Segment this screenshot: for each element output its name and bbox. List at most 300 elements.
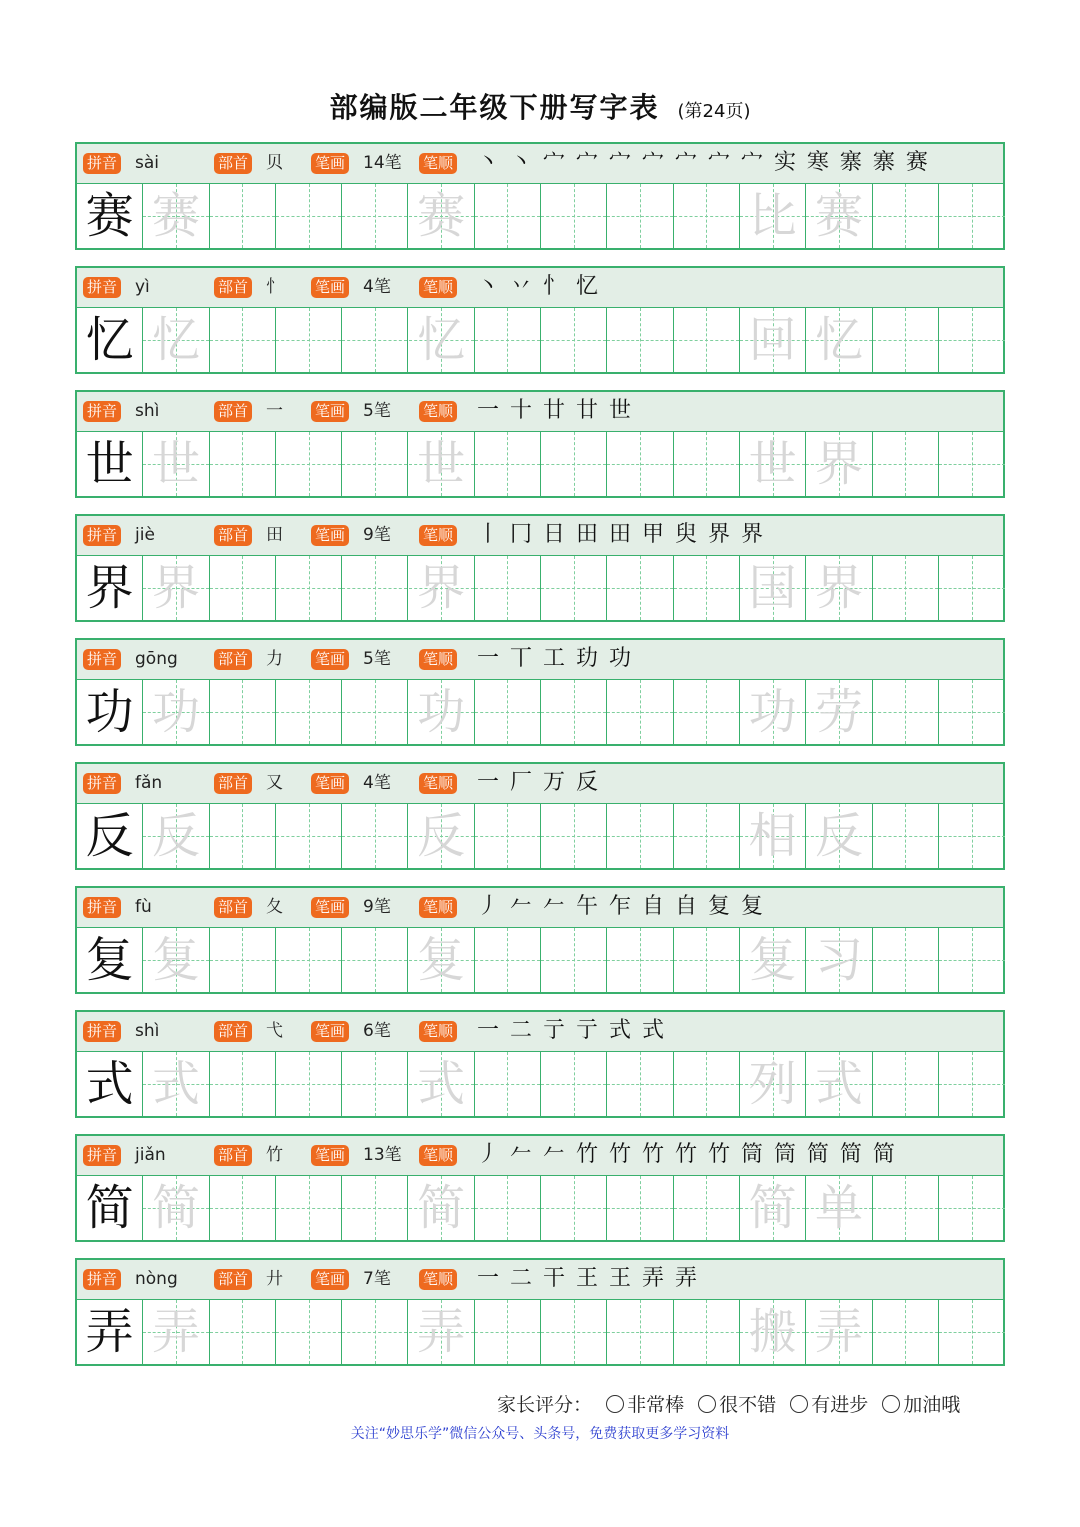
writing-grid <box>77 1176 1003 1240</box>
practice-cell[interactable] <box>607 432 673 496</box>
practice-cell[interactable] <box>806 1176 872 1240</box>
practice-cell[interactable] <box>939 308 1005 372</box>
rating-option-3-label: 加油哦 <box>903 1394 961 1416</box>
stroke-count-tag: 笔画 <box>311 525 349 546</box>
model-char: 赛 <box>85 188 134 244</box>
practice-cell[interactable] <box>475 1300 541 1364</box>
writing-grid <box>77 1052 1003 1116</box>
practice-cell[interactable] <box>740 432 806 496</box>
practice-cell[interactable] <box>409 680 475 744</box>
model-char-cell <box>77 308 143 372</box>
practice-cell[interactable] <box>740 308 806 372</box>
word-char-2: 界 <box>814 560 863 616</box>
practice-cell[interactable] <box>276 1052 342 1116</box>
practice-cell[interactable] <box>740 804 806 868</box>
stroke-order-sequence: 一 厂 万 反 <box>477 770 600 795</box>
writing-grid <box>77 432 1003 496</box>
pinyin-tag: 拼音 <box>83 1021 121 1042</box>
practice-cell[interactable] <box>143 556 209 620</box>
practice-cell[interactable] <box>873 556 939 620</box>
rating-option-1-radio[interactable] <box>698 1395 716 1413</box>
trace-char: 忆 <box>417 312 466 368</box>
stroke-order-tag: 笔顺 <box>419 649 457 670</box>
pinyin-tag: 拼音 <box>83 1269 121 1290</box>
stroke-order-tag: 笔顺 <box>419 525 457 546</box>
word-char-1: 搬 <box>748 1304 797 1360</box>
stroke-count-tag: 笔画 <box>311 897 349 918</box>
practice-cell[interactable] <box>674 1052 740 1116</box>
practice-cell[interactable] <box>475 680 541 744</box>
practice-cell[interactable] <box>475 308 541 372</box>
practice-cell[interactable] <box>740 1052 806 1116</box>
trace-char: 式 <box>151 1056 200 1112</box>
practice-cell[interactable] <box>143 1300 209 1364</box>
practice-cell[interactable] <box>210 1052 276 1116</box>
model-char: 式 <box>85 1056 134 1112</box>
practice-cell[interactable] <box>210 432 276 496</box>
pinyin-value: shì <box>135 401 160 421</box>
stroke-count-value: 7笔 <box>363 1269 391 1289</box>
radical-value: 力 <box>266 649 283 669</box>
practice-cell[interactable] <box>143 1052 209 1116</box>
stroke-order-sequence: 丿 𠂉 𠂉 午 乍 自 自 复 复 <box>477 894 765 919</box>
char-info-bar <box>77 268 1003 308</box>
practice-cell[interactable] <box>541 804 607 868</box>
stroke-order-sequence: 一 二 干 王 王 弄 弄 <box>477 1266 699 1291</box>
word-char-2: 反 <box>814 808 863 864</box>
pinyin-value: shì <box>135 1021 160 1041</box>
pinyin-value: jiǎn <box>135 1145 166 1165</box>
stroke-count-tag: 笔画 <box>311 1021 349 1042</box>
trace-char: 忆 <box>151 312 200 368</box>
trace-char: 反 <box>151 808 200 864</box>
radical-value: 贝 <box>266 153 283 173</box>
word-char-1: 相 <box>748 808 797 864</box>
model-char-cell <box>77 1300 143 1364</box>
practice-cell[interactable] <box>740 184 806 248</box>
practice-cell[interactable] <box>607 680 673 744</box>
radical-tag: 部首 <box>214 649 252 670</box>
model-char: 反 <box>85 808 134 864</box>
rating-option-0-label: 非常棒 <box>627 1394 685 1416</box>
word-char-1: 比 <box>748 188 797 244</box>
word-char-2: 忆 <box>814 312 863 368</box>
practice-cell[interactable] <box>409 804 475 868</box>
practice-cell[interactable] <box>276 804 342 868</box>
trace-char: 赛 <box>151 188 200 244</box>
writing-grid <box>77 1300 1003 1364</box>
practice-cell[interactable] <box>541 680 607 744</box>
practice-cell[interactable] <box>740 1300 806 1364</box>
radical-tag: 部首 <box>214 1021 252 1042</box>
stroke-order-tag: 笔顺 <box>419 277 457 298</box>
practice-cell[interactable] <box>939 432 1005 496</box>
trace-char: 弄 <box>417 1304 466 1360</box>
writing-grid <box>77 308 1003 372</box>
practice-cell[interactable] <box>607 1176 673 1240</box>
stroke-order-sequence: 丿 𠂉 𠂉 竹 竹 竹 竹 竹 筒 筒 简 简 简 <box>477 1142 897 1167</box>
practice-cell[interactable] <box>143 680 209 744</box>
practice-cell[interactable] <box>674 308 740 372</box>
practice-cell[interactable] <box>475 1176 541 1240</box>
trace-char: 反 <box>417 808 466 864</box>
practice-cell[interactable] <box>939 928 1005 992</box>
stroke-order-sequence: 丶 丶 宀 宀 宀 宀 宀 宀 宀 实 寒 寨 寨 赛 <box>477 150 930 175</box>
practice-cell[interactable] <box>210 1300 276 1364</box>
pinyin-value: yì <box>135 277 150 297</box>
pinyin-tag: 拼音 <box>83 649 121 670</box>
practice-cell[interactable] <box>210 556 276 620</box>
practice-cell[interactable] <box>806 1300 872 1364</box>
radical-value: 田 <box>266 525 283 545</box>
practice-cell[interactable] <box>806 432 872 496</box>
writing-grid <box>77 184 1003 248</box>
word-char-1: 简 <box>748 1180 797 1236</box>
practice-cell[interactable] <box>143 308 209 372</box>
word-char-1: 国 <box>748 560 797 616</box>
radical-value: 廾 <box>266 1269 283 1289</box>
practice-cell[interactable] <box>475 556 541 620</box>
practice-cell[interactable] <box>674 804 740 868</box>
practice-cell[interactable] <box>541 184 607 248</box>
radical-tag: 部首 <box>214 1145 252 1166</box>
model-char-cell <box>77 184 143 248</box>
char-row <box>75 390 1005 498</box>
word-char-1: 功 <box>748 684 797 740</box>
practice-cell[interactable] <box>541 556 607 620</box>
pinyin-tag: 拼音 <box>83 897 121 918</box>
practice-cell[interactable] <box>276 1176 342 1240</box>
stroke-order-sequence: 丨 冂 日 田 田 甲 臾 界 界 <box>477 522 765 547</box>
word-char-2: 劳 <box>814 684 863 740</box>
practice-cell[interactable] <box>210 184 276 248</box>
practice-cell[interactable] <box>740 680 806 744</box>
practice-cell[interactable] <box>210 1176 276 1240</box>
char-row <box>75 266 1005 374</box>
char-row <box>75 1258 1005 1366</box>
pinyin-tag: 拼音 <box>83 401 121 422</box>
char-info-bar <box>77 640 1003 680</box>
practice-cell[interactable] <box>674 556 740 620</box>
word-char-1: 复 <box>748 932 797 988</box>
practice-cell[interactable] <box>409 928 475 992</box>
stroke-count-tag: 笔画 <box>311 401 349 422</box>
practice-cell[interactable] <box>475 928 541 992</box>
char-info-bar <box>77 516 1003 556</box>
practice-cell[interactable] <box>939 1052 1005 1116</box>
practice-cell[interactable] <box>806 804 872 868</box>
practice-cell[interactable] <box>475 432 541 496</box>
practice-cell[interactable] <box>276 556 342 620</box>
practice-cell[interactable] <box>276 184 342 248</box>
model-char-cell <box>77 928 143 992</box>
practice-cell[interactable] <box>342 308 408 372</box>
practice-cell[interactable] <box>607 1052 673 1116</box>
char-row <box>75 1134 1005 1242</box>
practice-cell[interactable] <box>475 804 541 868</box>
practice-cell[interactable] <box>143 184 209 248</box>
model-char: 功 <box>85 684 134 740</box>
practice-cell[interactable] <box>674 928 740 992</box>
stroke-count-value: 9笔 <box>363 525 391 545</box>
radical-value: 忄 <box>266 277 283 297</box>
model-char-cell <box>77 556 143 620</box>
stroke-order-tag: 笔顺 <box>419 897 457 918</box>
rating-option-1-label: 很不错 <box>719 1394 777 1416</box>
pinyin-tag: 拼音 <box>83 277 121 298</box>
practice-cell[interactable] <box>541 1300 607 1364</box>
stroke-count-value: 4笔 <box>363 277 391 297</box>
practice-cell[interactable] <box>409 1052 475 1116</box>
practice-cell[interactable] <box>939 1176 1005 1240</box>
practice-cell[interactable] <box>939 680 1005 744</box>
practice-cell[interactable] <box>276 432 342 496</box>
practice-cell[interactable] <box>409 556 475 620</box>
practice-cell[interactable] <box>873 432 939 496</box>
practice-cell[interactable] <box>939 1300 1005 1364</box>
parent-rating <box>497 1390 960 1417</box>
pinyin-value: fù <box>135 897 152 917</box>
pinyin-value: jiè <box>135 525 155 545</box>
practice-cell[interactable] <box>541 1176 607 1240</box>
practice-cell[interactable] <box>541 432 607 496</box>
stroke-order-sequence: 一 丅 工 玏 功 <box>477 646 633 671</box>
practice-cell[interactable] <box>143 1176 209 1240</box>
radical-tag: 部首 <box>214 1269 252 1290</box>
practice-cell[interactable] <box>939 184 1005 248</box>
word-char-1: 列 <box>748 1056 797 1112</box>
trace-char: 界 <box>151 560 200 616</box>
radical-tag: 部首 <box>214 897 252 918</box>
practice-cell[interactable] <box>409 1176 475 1240</box>
practice-cell[interactable] <box>342 1300 408 1364</box>
writing-grid <box>77 556 1003 620</box>
model-char: 世 <box>85 436 134 492</box>
practice-cell[interactable] <box>475 184 541 248</box>
char-info-bar <box>77 1012 1003 1052</box>
radical-value: 竹 <box>266 1145 283 1165</box>
stroke-count-value: 5笔 <box>363 401 391 421</box>
trace-char: 简 <box>151 1180 200 1236</box>
model-char: 弄 <box>85 1304 134 1360</box>
practice-cell[interactable] <box>342 804 408 868</box>
practice-cell[interactable] <box>806 556 872 620</box>
practice-cell[interactable] <box>939 804 1005 868</box>
practice-cell[interactable] <box>806 928 872 992</box>
practice-cell[interactable] <box>143 432 209 496</box>
practice-cell[interactable] <box>210 804 276 868</box>
char-row <box>75 142 1005 250</box>
practice-cell[interactable] <box>806 1052 872 1116</box>
radical-tag: 部首 <box>214 525 252 546</box>
practice-cell[interactable] <box>873 308 939 372</box>
practice-cell[interactable] <box>674 1176 740 1240</box>
char-row <box>75 514 1005 622</box>
practice-cell[interactable] <box>740 1176 806 1240</box>
stroke-order-tag: 笔顺 <box>419 1021 457 1042</box>
trace-char: 界 <box>417 560 466 616</box>
rating-label: 家长评分： <box>497 1394 593 1416</box>
stroke-count-tag: 笔画 <box>311 1269 349 1290</box>
practice-cell[interactable] <box>409 184 475 248</box>
practice-cell[interactable] <box>143 928 209 992</box>
char-info-bar <box>77 392 1003 432</box>
writing-grid <box>77 804 1003 868</box>
stroke-order-tag: 笔顺 <box>419 401 457 422</box>
practice-cell[interactable] <box>342 184 408 248</box>
pinyin-tag: 拼音 <box>83 1145 121 1166</box>
trace-char: 赛 <box>417 188 466 244</box>
practice-cell[interactable] <box>143 804 209 868</box>
rating-option-2-label: 有进步 <box>811 1394 869 1416</box>
practice-cell[interactable] <box>210 308 276 372</box>
practice-cell[interactable] <box>873 1300 939 1364</box>
word-char-2: 弄 <box>814 1304 863 1360</box>
word-char-2: 式 <box>814 1056 863 1112</box>
trace-char: 式 <box>417 1056 466 1112</box>
trace-char: 世 <box>417 436 466 492</box>
char-row <box>75 762 1005 870</box>
stroke-count-value: 5笔 <box>363 649 391 669</box>
stroke-count-tag: 笔画 <box>311 1145 349 1166</box>
word-char-1: 世 <box>748 436 797 492</box>
practice-cell[interactable] <box>409 432 475 496</box>
practice-cell[interactable] <box>674 1300 740 1364</box>
model-char-cell <box>77 432 143 496</box>
radical-tag: 部首 <box>214 773 252 794</box>
model-char: 简 <box>85 1180 134 1236</box>
radical-tag: 部首 <box>214 277 252 298</box>
practice-cell[interactable] <box>607 1300 673 1364</box>
stroke-count-value: 14笔 <box>363 153 402 173</box>
word-char-1: 回 <box>748 312 797 368</box>
radical-value: 一 <box>266 401 283 421</box>
char-row <box>75 1010 1005 1118</box>
practice-cell[interactable] <box>873 928 939 992</box>
practice-cell[interactable] <box>873 680 939 744</box>
pinyin-tag: 拼音 <box>83 525 121 546</box>
practice-cell[interactable] <box>276 928 342 992</box>
char-info-bar <box>77 1136 1003 1176</box>
model-char: 复 <box>85 932 134 988</box>
practice-cell[interactable] <box>740 928 806 992</box>
model-char-cell <box>77 804 143 868</box>
practice-cell[interactable] <box>409 1300 475 1364</box>
practice-cell[interactable] <box>806 680 872 744</box>
radical-tag: 部首 <box>214 401 252 422</box>
char-info-bar <box>77 144 1003 184</box>
practice-cell[interactable] <box>674 680 740 744</box>
practice-cell[interactable] <box>873 1176 939 1240</box>
practice-cell[interactable] <box>607 308 673 372</box>
practice-cell[interactable] <box>806 184 872 248</box>
stroke-order-sequence: 一 十 廿 廿 世 <box>477 398 633 423</box>
page-number: (第24页) <box>677 101 751 122</box>
practice-cell[interactable] <box>475 1052 541 1116</box>
rating-option-0-radio[interactable] <box>606 1395 624 1413</box>
trace-char: 功 <box>417 684 466 740</box>
trace-char: 功 <box>151 684 200 740</box>
practice-cell[interactable] <box>806 308 872 372</box>
radical-value: 弋 <box>266 1021 283 1041</box>
char-row <box>75 638 1005 746</box>
practice-cell[interactable] <box>342 1176 408 1240</box>
stroke-order-tag: 笔顺 <box>419 153 457 174</box>
char-info-bar <box>77 888 1003 928</box>
stroke-count-tag: 笔画 <box>311 773 349 794</box>
stroke-count-value: 4笔 <box>363 773 391 793</box>
title-text: 部编版二年级下册写字表 <box>329 91 660 124</box>
stroke-order-tag: 笔顺 <box>419 1145 457 1166</box>
model-char: 忆 <box>85 312 134 368</box>
practice-cell[interactable] <box>342 556 408 620</box>
char-info-bar <box>77 764 1003 804</box>
word-char-2: 习 <box>814 932 863 988</box>
practice-cell[interactable] <box>939 556 1005 620</box>
stroke-count-value: 9笔 <box>363 897 391 917</box>
practice-cell[interactable] <box>276 1300 342 1364</box>
writing-grid <box>77 680 1003 744</box>
rating-option-3-radio[interactable] <box>882 1395 900 1413</box>
trace-char: 弄 <box>151 1304 200 1360</box>
radical-tag: 部首 <box>214 153 252 174</box>
practice-cell[interactable] <box>607 556 673 620</box>
practice-cell[interactable] <box>541 928 607 992</box>
practice-cell[interactable] <box>674 184 740 248</box>
practice-cell[interactable] <box>541 1052 607 1116</box>
practice-cell[interactable] <box>409 308 475 372</box>
stroke-order-tag: 笔顺 <box>419 1269 457 1290</box>
practice-cell[interactable] <box>873 1052 939 1116</box>
practice-cell[interactable] <box>342 1052 408 1116</box>
pinyin-tag: 拼音 <box>83 773 121 794</box>
practice-cell[interactable] <box>276 680 342 744</box>
practice-cell[interactable] <box>873 804 939 868</box>
practice-cell[interactable] <box>740 556 806 620</box>
pinyin-value: nòng <box>135 1269 178 1289</box>
rating-option-2-radio[interactable] <box>790 1395 808 1413</box>
stroke-count-value: 13笔 <box>363 1145 402 1165</box>
pinyin-value: fǎn <box>135 773 163 793</box>
practice-cell[interactable] <box>607 928 673 992</box>
practice-cell[interactable] <box>342 680 408 744</box>
practice-cell[interactable] <box>342 432 408 496</box>
stroke-count-value: 6笔 <box>363 1021 391 1041</box>
practice-cell[interactable] <box>674 432 740 496</box>
char-info-bar <box>77 1260 1003 1300</box>
stroke-count-tag: 笔画 <box>311 277 349 298</box>
pinyin-tag: 拼音 <box>83 153 121 174</box>
practice-cell[interactable] <box>276 308 342 372</box>
practice-cell[interactable] <box>541 308 607 372</box>
trace-char: 复 <box>417 932 466 988</box>
practice-cell[interactable] <box>873 184 939 248</box>
practice-cell[interactable] <box>607 184 673 248</box>
practice-cell[interactable] <box>210 680 276 744</box>
practice-cell[interactable] <box>210 928 276 992</box>
writing-grid <box>77 928 1003 992</box>
trace-char: 世 <box>151 436 200 492</box>
practice-cell[interactable] <box>607 804 673 868</box>
model-char-cell <box>77 1176 143 1240</box>
model-char: 界 <box>85 560 134 616</box>
practice-cell[interactable] <box>342 928 408 992</box>
stroke-count-tag: 笔画 <box>311 153 349 174</box>
trace-char: 简 <box>417 1180 466 1236</box>
stroke-order-sequence: 一 二 亍 亍 式 式 <box>477 1018 666 1043</box>
page-title <box>0 86 1080 126</box>
model-char-cell <box>77 1052 143 1116</box>
